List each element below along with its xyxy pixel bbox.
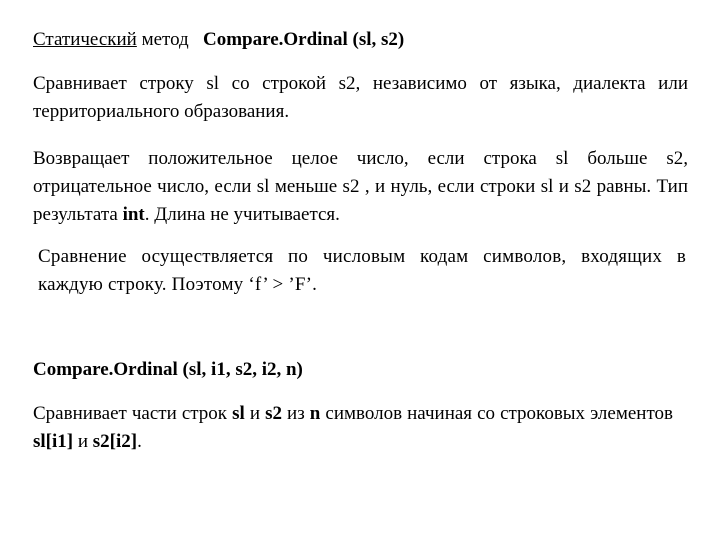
overload-sl: sl [232,403,245,424]
overload-s2: s2 [265,403,282,424]
return-text-b: отрицательное число, если sl меньше s2 , и нуль, если строки sl и s2 равны. Тип результата [33,176,688,225]
return-type-name: int [122,204,145,225]
overload-text-c: символов начиная со строковых элементов [320,403,673,424]
overload-sl-i1: sl[i1] [33,431,74,452]
heading-static-label: Статический [33,29,137,50]
desc-text-b: независимо от языка, диалекта или территориального образования. [33,73,689,122]
comparison-note-paragraph: Сравнение осуществляется по числовым кодам символов, входящих в каждую строку. Поэтому ‘f’ > ’F’. [38,246,686,295]
overload-text-b: из [281,403,310,424]
return-text-a: Возвращает положительное целое число, если строка sl больше s2 [33,148,684,169]
overload-and-1: и [244,403,266,424]
heading-method-signature: Compare.Ordinal (sl, s2) [202,29,405,50]
heading-method-word: метод [141,29,189,50]
overload-end: . [137,431,142,452]
overload-s2-i2: s2[i2] [92,431,138,452]
overload-description-paragraph [33,400,673,456]
return-comma: , [683,148,688,169]
desc-text-a: Сравнивает строку sl со строкой s2 [33,73,356,94]
overload-heading: Compare.Ordinal (sl, i1, s2, i2, n) [33,359,303,380]
return-text-c: . Длина не учитывается. [144,204,340,225]
overload-n: n [309,403,321,424]
description-paragraph [33,70,688,126]
return-value-paragraph [33,145,688,229]
overload-text-a: Сравнивает части строк [33,403,233,424]
overload-and-2: и [73,431,93,452]
method-heading [33,26,404,54]
desc-comma: , [355,73,361,94]
